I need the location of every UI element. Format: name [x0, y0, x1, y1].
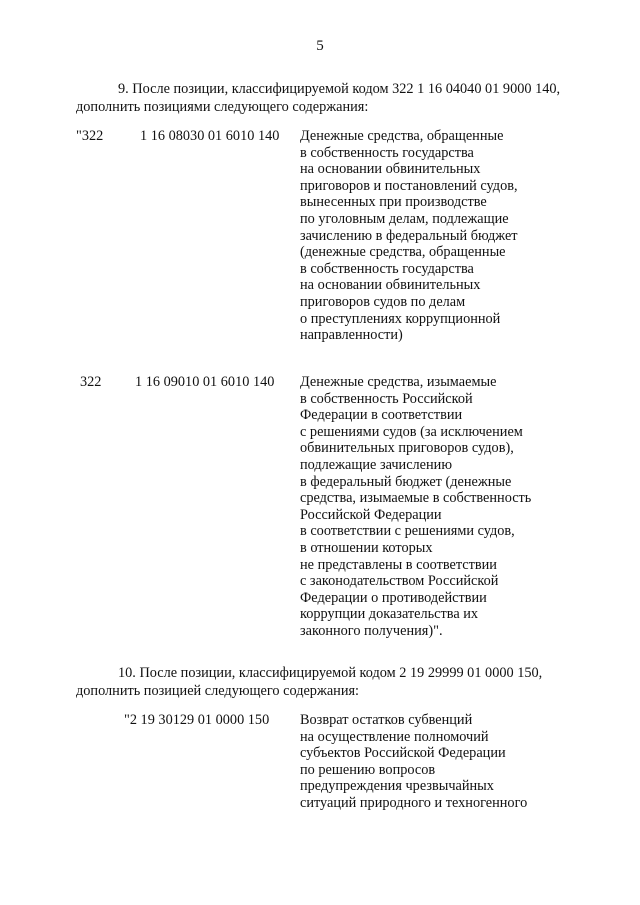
entry-1-desc-line: вынесенных при производстве [300, 194, 487, 211]
entry-2-desc-line: в соответствии с решениями судов, [300, 523, 515, 540]
page-number: 5 [316, 38, 324, 54]
entry-2-desc-line: в отношении которых [300, 539, 433, 556]
entry-2-desc-line: обвинительных приговоров судов), [300, 440, 514, 457]
entry-2-desc-line: законного получения)". [300, 622, 443, 639]
entry-3-desc-line: на осуществление полномочий [300, 728, 489, 745]
entry-1-desc-line: Денежные средства, обращенные [300, 128, 504, 144]
section-9-line-1: 9. После позиции, классифицируемой кодом 322 1 16 04040 01 9000 140, [118, 81, 561, 97]
entry-3-description [300, 712, 527, 812]
entry-2-desc-line: Российской Федерации [300, 506, 442, 523]
entry-2-desc-line: в собственность Российской [300, 390, 473, 407]
entry-2-desc-line: коррупции доказательства их [300, 606, 479, 623]
entry-2-desc-line: Федерации о противодействии [300, 589, 487, 606]
entry-2-desc-line: не представлены в соответствии [300, 556, 497, 573]
entry-1-desc-line: приговоров судов по делам [300, 293, 466, 310]
entry-3-desc-line: по решению вопросов [300, 761, 436, 778]
entry-2-desc-line: Федерации в соответствии [300, 407, 463, 424]
entry-2-desc-line: Денежные средства, изымаемые [300, 374, 497, 390]
entry-1-desc-line: зачислению в федеральный бюджет [300, 227, 518, 244]
entry-1-desc-line: на основании обвинительных [300, 161, 481, 178]
entry-1-description [300, 128, 518, 344]
entry-1-desc-line: в собственность государства [300, 260, 474, 277]
entry-1-budget-code: 1 16 08030 01 6010 140 [140, 128, 280, 144]
entry-3-desc-line: ситуаций природного и техногенного [300, 794, 528, 811]
entry-2-desc-line: в федеральный бюджет (денежные [300, 473, 512, 490]
entry-2-admin-code: 322 [80, 374, 102, 390]
section-10-intro [76, 664, 572, 700]
entry-2-desc-line: средства, изымаемые в собственность [300, 490, 532, 507]
entry-3-desc-line: Возврат остатков субвенций [300, 712, 473, 728]
section-9-intro [76, 80, 572, 116]
section-9-line-2: дополнить позициями следующего содержания: [76, 99, 369, 115]
entry-1-desc-line: о преступлениях коррупционной [300, 310, 501, 327]
entry-1-desc-line: направленности) [300, 327, 403, 344]
section-10-line-1: 10. После позиции, классифицируемой кодом 2 19 29999 01 0000 150, [118, 665, 543, 681]
entry-1-desc-line: на основании обвинительных [300, 277, 481, 294]
entry-3-desc-line: субъектов Российской Федерации [300, 745, 506, 762]
entry-1-desc-line: по уголовным делам, подлежащие [300, 210, 509, 227]
entry-1-desc-line: в собственность государства [300, 144, 474, 161]
entry-2-description [300, 374, 531, 640]
section-10-line-2: дополнить позицией следующего содержания: [76, 683, 360, 699]
entry-3-budget-code: "2 19 30129 01 0000 150 [124, 712, 270, 728]
entry-1-desc-line: (денежные средства, обращенные [300, 244, 506, 261]
entry-2-desc-line: с решениями судов (за исключением [300, 423, 523, 440]
entry-2-desc-line: подлежащие зачислению [300, 456, 453, 473]
entry-1-desc-line: приговоров и постановлений судов, [300, 177, 518, 194]
entry-3-desc-line: предупреждения чрезвычайных [300, 778, 494, 795]
entry-2-budget-code: 1 16 09010 01 6010 140 [135, 374, 275, 390]
entry-2-desc-line: с законодательством Российской [300, 573, 499, 590]
entry-1-admin-code: "322 [76, 128, 104, 144]
